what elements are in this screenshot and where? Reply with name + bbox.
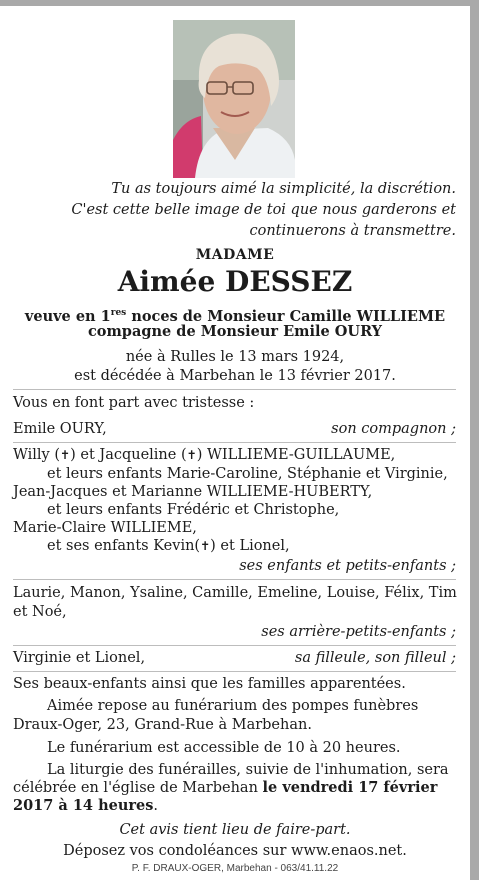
family-willy [13, 446, 395, 464]
family-marie-claire-kids [47, 537, 290, 555]
companion-name: Emile OURY, [13, 421, 107, 437]
death-line: est décédée à Marbehan le 13 février 2017. [74, 368, 396, 384]
children-role: ses enfants et petits-enfants ; [239, 558, 456, 574]
funeral-time: 2017 à 14 heures [13, 797, 154, 814]
notice-line: Cet avis tient lieu de faire-part. [119, 822, 351, 838]
rest-line-1: Aimée repose au funérarium des pompes funèbres [47, 698, 419, 714]
relation-line-2: compagne de Monsieur Emile OURY [87, 323, 383, 340]
great-grandchildren-line-2: et Noé, [13, 604, 67, 620]
family-jean-jacques: Jean-Jacques et Marianne WILLIEME-HUBERTY, [13, 484, 373, 500]
liturgy-line-1: La liturgie des funérailles, suivie de l'inhumation, sera [47, 762, 449, 778]
godchildren-role: sa filleule, son filleul ; [294, 650, 456, 666]
liturgy-text: célébrée en l'église de Marbehan [13, 780, 263, 796]
rest-line-2: Draux-Oger, 23, Grand-Rue à Marbehan. [13, 717, 312, 733]
quote-line-1: Tu as toujours aimé la simplicité, la discrétion. [111, 181, 456, 197]
funeral-date: le vendredi 17 février [262, 779, 438, 796]
honorific: MADAME [195, 247, 275, 263]
relation-line-1-b: noces de Monsieur Camille WILLIEME [126, 307, 446, 325]
divider [13, 579, 456, 580]
great-grandchildren-line-1: Laurie, Manon, Ysaline, Camille, Emeline, Louise, Félix, Tim [13, 585, 457, 601]
divider [13, 389, 456, 390]
liturgy-line-3 [13, 797, 158, 815]
hours-line: Le funérarium est accessible de 10 à 20 heures. [47, 740, 401, 756]
funeral-home-footer: P. F. DRAUX-OGER, Marbehan - 063/41.11.22 [131, 863, 339, 874]
intro-line: Vous en font part avec tristesse : [13, 395, 255, 411]
family-marie-claire: Marie-Claire WILLIEME, [13, 520, 197, 536]
mc-kids-text-a: et ses enfants Kevin( [47, 538, 201, 554]
cross-icon: ✝ [60, 448, 71, 462]
quote-line-3: continuerons à transmettre. [249, 223, 456, 239]
companion-role: son compagnon ; [331, 421, 456, 437]
cross-icon: ✝ [200, 539, 211, 553]
godchildren-name: Virginie et Lionel, [13, 650, 146, 666]
great-grandchildren-role: ses arrière-petits-enfants ; [261, 624, 456, 640]
liturgy-line-2 [13, 779, 437, 797]
divider [13, 442, 456, 443]
family-jean-jacques-kids: et leurs enfants Frédéric et Christophe, [47, 502, 340, 518]
quote-line-2: C'est cette belle image de toi que nous garderons et [71, 202, 456, 218]
in-laws-line: Ses beaux-enfants ainsi que les familles apparentées. [13, 676, 406, 692]
relation-line-1-a: veuve en 1 [24, 307, 111, 325]
willy-text-a: Willy ( [13, 447, 61, 463]
cross-icon: ✝ [186, 448, 197, 462]
mc-kids-text-b: ) et Lionel, [210, 538, 290, 554]
obituary-card [0, 6, 470, 880]
condolences-line: Déposez vos condoléances sur www.enaos.net. [63, 843, 407, 859]
willy-text-b: ) et Jacqueline ( [70, 447, 187, 463]
relation-superscript: res [110, 308, 127, 318]
divider [13, 645, 456, 646]
deceased-name: Aimée DESSEZ [117, 265, 353, 298]
willy-text-c: ) WILLIEME-GUILLAUME, [196, 447, 396, 463]
divider [13, 671, 456, 672]
portrait-image [173, 20, 295, 178]
portrait-photo [173, 20, 295, 178]
family-willy-kids: et leurs enfants Marie-Caroline, Stéphanie et Virginie, [47, 466, 448, 482]
period: . [153, 798, 159, 814]
birth-line: née à Rulles le 13 mars 1924, [125, 349, 345, 365]
